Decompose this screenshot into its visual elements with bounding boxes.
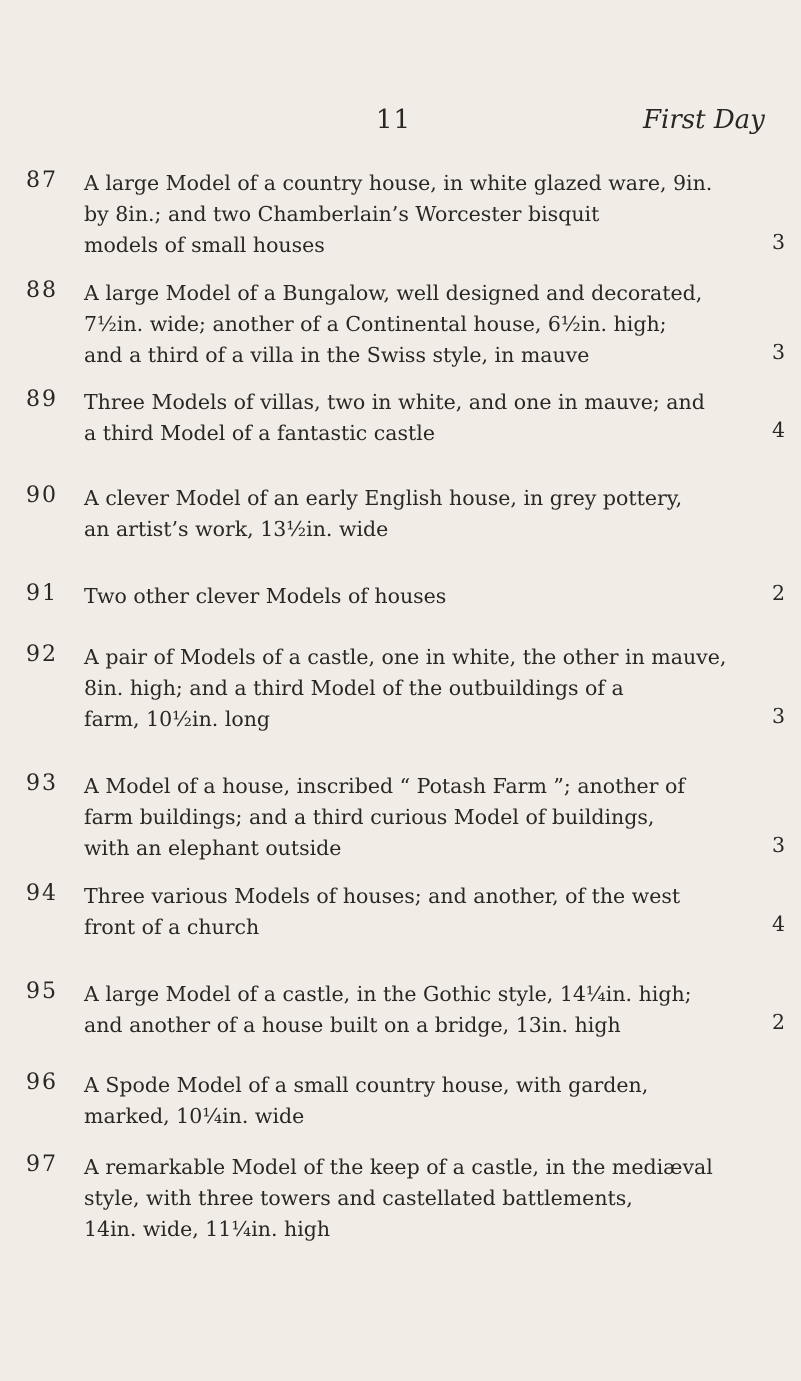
description-line: A Model of a house, inscribed “ Potash Farm ”; another of (84, 774, 685, 798)
description-line: 7½in. wide; another of a Continental house, 6½in. high; (84, 312, 667, 336)
running-title: First Day (643, 105, 765, 135)
description-line: and a third of a villa in the Swiss style, in mauve (84, 343, 590, 367)
description-line: an artist’s work, 13½in. wide (84, 517, 389, 541)
lot-number: 97 (26, 1152, 58, 1177)
lot-quantity: 4 (771, 912, 785, 936)
lot-entry (0, 278, 801, 387)
lot-number: 92 (26, 642, 58, 667)
lot-entry (0, 387, 801, 483)
lot-entry (0, 581, 801, 642)
description-line: style, with three towers and castellated battlements, (84, 1186, 633, 1210)
description-line: A large Model of a Bungalow, well designed and decorated, (84, 281, 703, 305)
description-line: 14in. wide, 11¼in. high (84, 1217, 331, 1241)
lot-entry (0, 771, 801, 881)
lot-entry (0, 1152, 801, 1262)
lot-description (84, 881, 784, 943)
description-line: A clever Model of an early English house, in grey pottery, (84, 486, 683, 510)
description-line: Two other clever Models of houses (84, 584, 447, 608)
lot-entry (0, 483, 801, 581)
description-line: a third Model of a fantastic castle (84, 421, 435, 445)
description-line: A remarkable Model of the keep of a castle, in the mediæval (84, 1155, 713, 1179)
description-line: A large Model of a castle, in the Gothic style, 14¼in. high; (84, 982, 692, 1006)
description-line: Three various Models of houses; and another, of the west (84, 884, 681, 908)
description-line: A pair of Models of a castle, one in white, the other in mauve, (84, 645, 727, 669)
lot-entry (0, 979, 801, 1070)
description-line: front of a church (84, 915, 260, 939)
description-line: Three Models of villas, two in white, and one in mauve; and (84, 390, 705, 414)
lot-quantity: 2 (771, 1010, 785, 1034)
lot-number: 94 (26, 881, 58, 906)
description-line: by 8in.; and two Chamberlain’s Worcester bisquit (84, 202, 600, 226)
lot-description (84, 278, 784, 371)
lot-entry (0, 168, 801, 278)
description-line: marked, 10¼in. wide (84, 1104, 305, 1128)
lot-description (84, 387, 784, 449)
lot-number: 87 (26, 168, 58, 193)
lot-number: 96 (26, 1070, 58, 1095)
page-header (0, 105, 801, 145)
lot-description (84, 168, 784, 261)
description-line: farm buildings; and a third curious Model of buildings, (84, 805, 655, 829)
lot-number: 89 (26, 387, 58, 412)
description-line: with an elephant outside (84, 836, 342, 860)
lot-number: 93 (26, 771, 58, 796)
lot-description (84, 1070, 784, 1132)
description-line: 8in. high; and a third Model of the outbuildings of a (84, 676, 624, 700)
lot-description (84, 483, 784, 545)
lot-description (84, 581, 784, 612)
page-number: 11 (376, 105, 412, 135)
lot-description (84, 642, 784, 735)
description-line: A large Model of a country house, in white glazed ware, 9in. (84, 171, 713, 195)
description-line: farm, 10½in. long (84, 707, 271, 731)
lot-quantity: 4 (771, 418, 785, 442)
lot-quantity: 2 (771, 581, 785, 605)
description-line: models of small houses (84, 233, 325, 257)
lot-description (84, 1152, 784, 1245)
lot-quantity: 3 (771, 704, 785, 728)
lot-entry (0, 642, 801, 771)
lot-quantity: 3 (771, 340, 785, 364)
lot-number: 90 (26, 483, 58, 508)
lot-quantity: 3 (771, 833, 785, 857)
lot-list (0, 168, 801, 1262)
description-line: A Spode Model of a small country house, with garden, (84, 1073, 649, 1097)
lot-quantity: 3 (771, 230, 785, 254)
lot-number: 88 (26, 278, 58, 303)
lot-entry (0, 881, 801, 979)
description-line: and another of a house built on a bridge, 13in. high (84, 1013, 621, 1037)
lot-description (84, 979, 784, 1041)
lot-number: 91 (26, 581, 58, 606)
lot-description (84, 771, 784, 864)
lot-number: 95 (26, 979, 58, 1004)
lot-entry (0, 1070, 801, 1152)
